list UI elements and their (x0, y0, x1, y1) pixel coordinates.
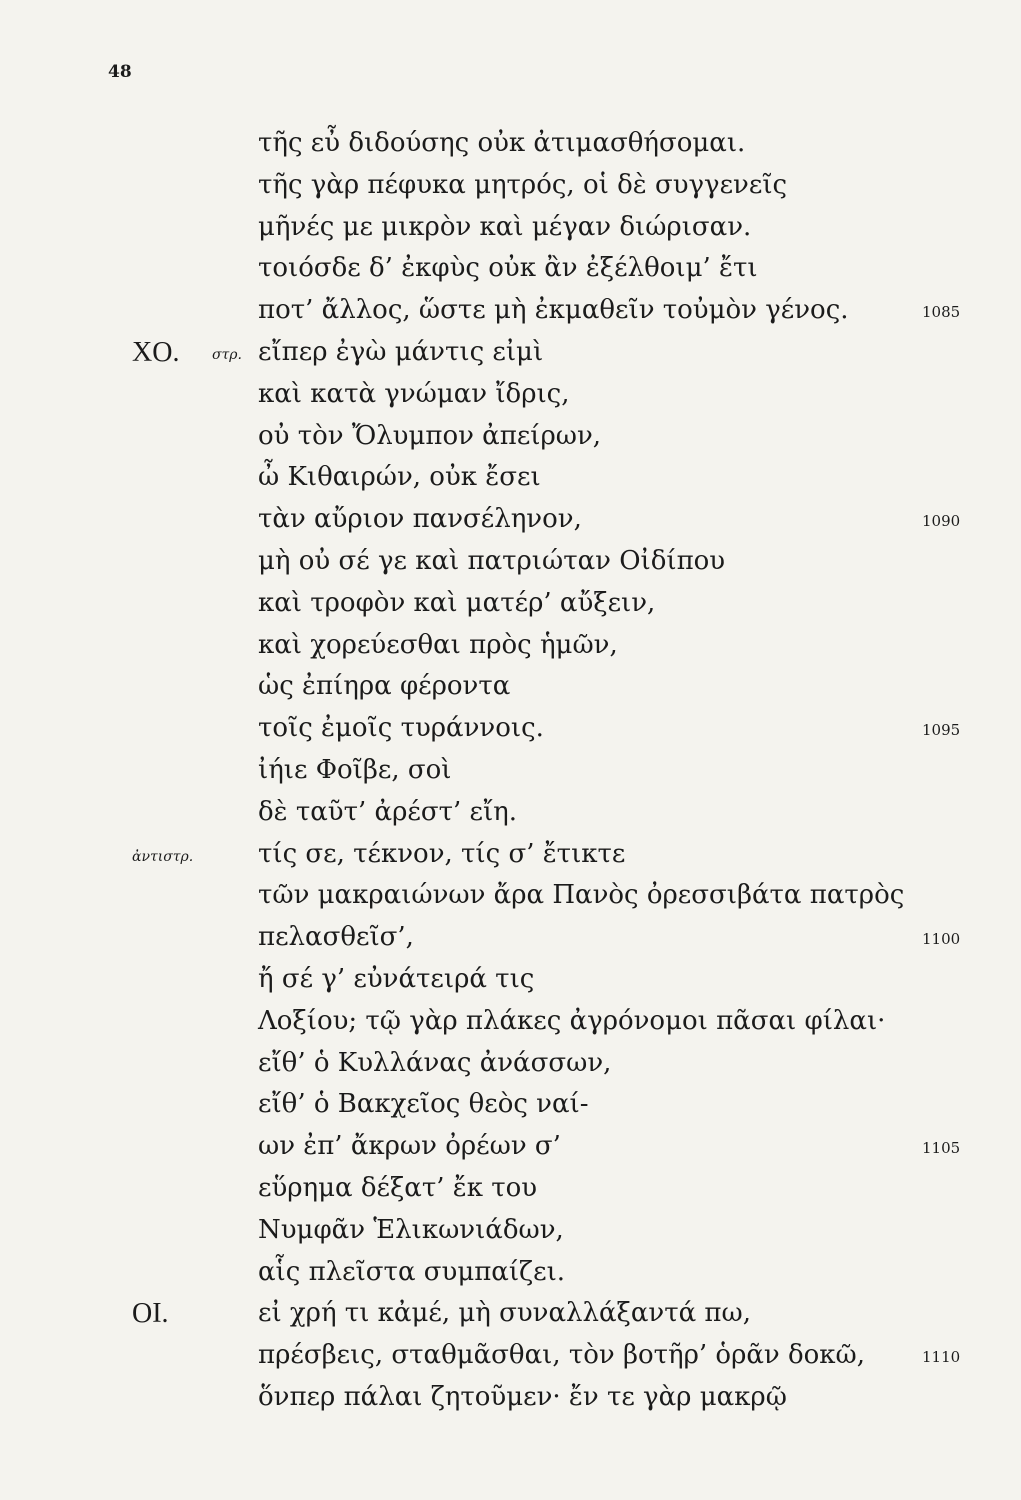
verse-line (0, 1292, 1021, 1338)
verse-text: τίς σε, τέκνον, τίς σ’ ἔτικτε (258, 838, 626, 869)
verse-line (0, 958, 1021, 1004)
verse-text: ἰήιε Φοῖβε, σοὶ (258, 755, 452, 785)
verse-text: εὕρημα δέξατ’ ἔκ του (258, 1173, 538, 1203)
verse-text: εἴπερ ἐγὼ μάντις εἰμὶ (258, 337, 544, 367)
verse-text: τῆς εὖ διδούσης οὐκ ἀτιμασθήσομαι. (258, 128, 746, 158)
verse-text: τῆς γὰρ πέφυκα μητρός, οἱ δὲ συγγενεῖς (258, 169, 788, 200)
verse-line (0, 833, 1021, 879)
verse-text: εἰ χρή τι κἀμέ, μὴ συναλλάξαντά πω, (258, 1298, 751, 1329)
verse-line (0, 164, 1021, 210)
line-number: 1100 (922, 930, 961, 949)
verse-line (0, 206, 1021, 252)
verse-line (0, 1167, 1021, 1213)
verse-line (0, 289, 1021, 335)
verse-line (0, 1125, 1021, 1171)
verse-line (0, 1376, 1021, 1422)
verse-text: ὡς ἐπίηρα φέροντα (258, 671, 511, 702)
verse-text: μὴ οὐ σέ γε καὶ πατριώταν Οἰδίπου (258, 546, 726, 576)
verse-line (0, 916, 1021, 962)
verse-line (0, 122, 1021, 168)
verse-line (0, 624, 1021, 670)
verse-text: εἴθ’ ὁ Κυλλάνας ἀνάσσων, (258, 1047, 612, 1078)
verse-text: πρέσβεις, σταθμᾶσθαι, τὸν βοτῆρ’ ὁρᾶν δοκῶ, (258, 1340, 866, 1371)
verse-line (0, 1000, 1021, 1046)
verse-text: ων ἐπ’ ἄκρων ὀρέων σ’ (258, 1131, 561, 1162)
section-label: στρ. (212, 347, 242, 363)
speaker-label: ΟΙ. (132, 1298, 169, 1330)
verse-line (0, 874, 1021, 920)
page-number: 48 (108, 62, 132, 82)
verse-line (0, 498, 1021, 544)
verse-line (0, 791, 1021, 837)
verse-line (0, 456, 1021, 502)
verse-text: Νυμφᾶν Ἑλικωνιάδων, (258, 1214, 564, 1245)
verse-line (0, 373, 1021, 419)
verse-line (0, 415, 1021, 461)
verse-text: καὶ κατὰ γνώμαν ἴδρις, (258, 378, 570, 409)
line-number: 1095 (922, 721, 961, 740)
verse-line (0, 1042, 1021, 1088)
verse-line (0, 540, 1021, 586)
verse-line (0, 707, 1021, 753)
verse-line (0, 247, 1021, 293)
verse-text: εἴθ’ ὁ Βακχεῖος θεὸς ναί- (258, 1089, 589, 1120)
section-label: ἀντιστρ. (132, 848, 194, 865)
line-number: 1110 (922, 1348, 961, 1367)
line-number: 1090 (922, 512, 961, 531)
verse-text: τῶν μακραιώνων ἄρα Πανὸς ὀρεσσιβάτα πατρὸς (258, 880, 905, 911)
verse-text: μῆνές με μικρὸν καὶ μέγαν διώρισαν. (258, 211, 752, 242)
verse-text: οὐ τὸν Ὄλυμπον ἀπείρων, (258, 420, 602, 451)
verse-text: τοιόσδε δ’ ἐκφὺς οὐκ ἂν ἐξέλθοιμ’ ἔτι (258, 253, 758, 284)
verse-line (0, 331, 1021, 377)
verse-line (0, 1251, 1021, 1297)
verse-text: δὲ ταῦτ’ ἀρέστ’ εἴη. (258, 796, 518, 827)
verse-text: ὅνπερ πάλαι ζητοῦμεν· ἔν τε γὰρ μακρῷ (258, 1382, 787, 1412)
speaker-label: ΧΟ. (132, 337, 180, 368)
verse-line (0, 582, 1021, 628)
verse-text: τὰν αὔριον πανσέληνον, (258, 504, 582, 535)
verse-text: ποτ’ ἄλλος, ὥστε μὴ ἐκμαθεῖν τοὐμὸν γένος. (258, 295, 849, 326)
verse-text: Λοξίου; τῷ γὰρ πλάκες ἀγρόνομοι πᾶσαι φίλαι· (258, 1005, 886, 1036)
line-number: 1105 (922, 1139, 961, 1158)
verse-text: ἤ σέ γ’ εὐνάτειρά τις (258, 964, 535, 994)
line-number: 1085 (922, 303, 961, 322)
verse-text: καὶ τροφὸν καὶ ματέρ’ αὔξειν, (258, 587, 656, 618)
verse-text: πελασθεῖσ’, (258, 922, 414, 953)
verse-line (0, 665, 1021, 711)
verse-text: τοῖς ἐμοῖς τυράννοις. (258, 713, 544, 744)
verse-text: ὦ Κιθαιρών, οὐκ ἔσει (258, 462, 541, 493)
verse-text: αἷς πλεῖστα συμπαίζει. (258, 1256, 566, 1287)
verse-text: καὶ χορεύεσθαι πρὸς ἡμῶν, (258, 629, 618, 660)
verse-line (0, 1083, 1021, 1129)
verse-line (0, 1209, 1021, 1255)
verse-line (0, 749, 1021, 795)
verse-line (0, 1334, 1021, 1380)
